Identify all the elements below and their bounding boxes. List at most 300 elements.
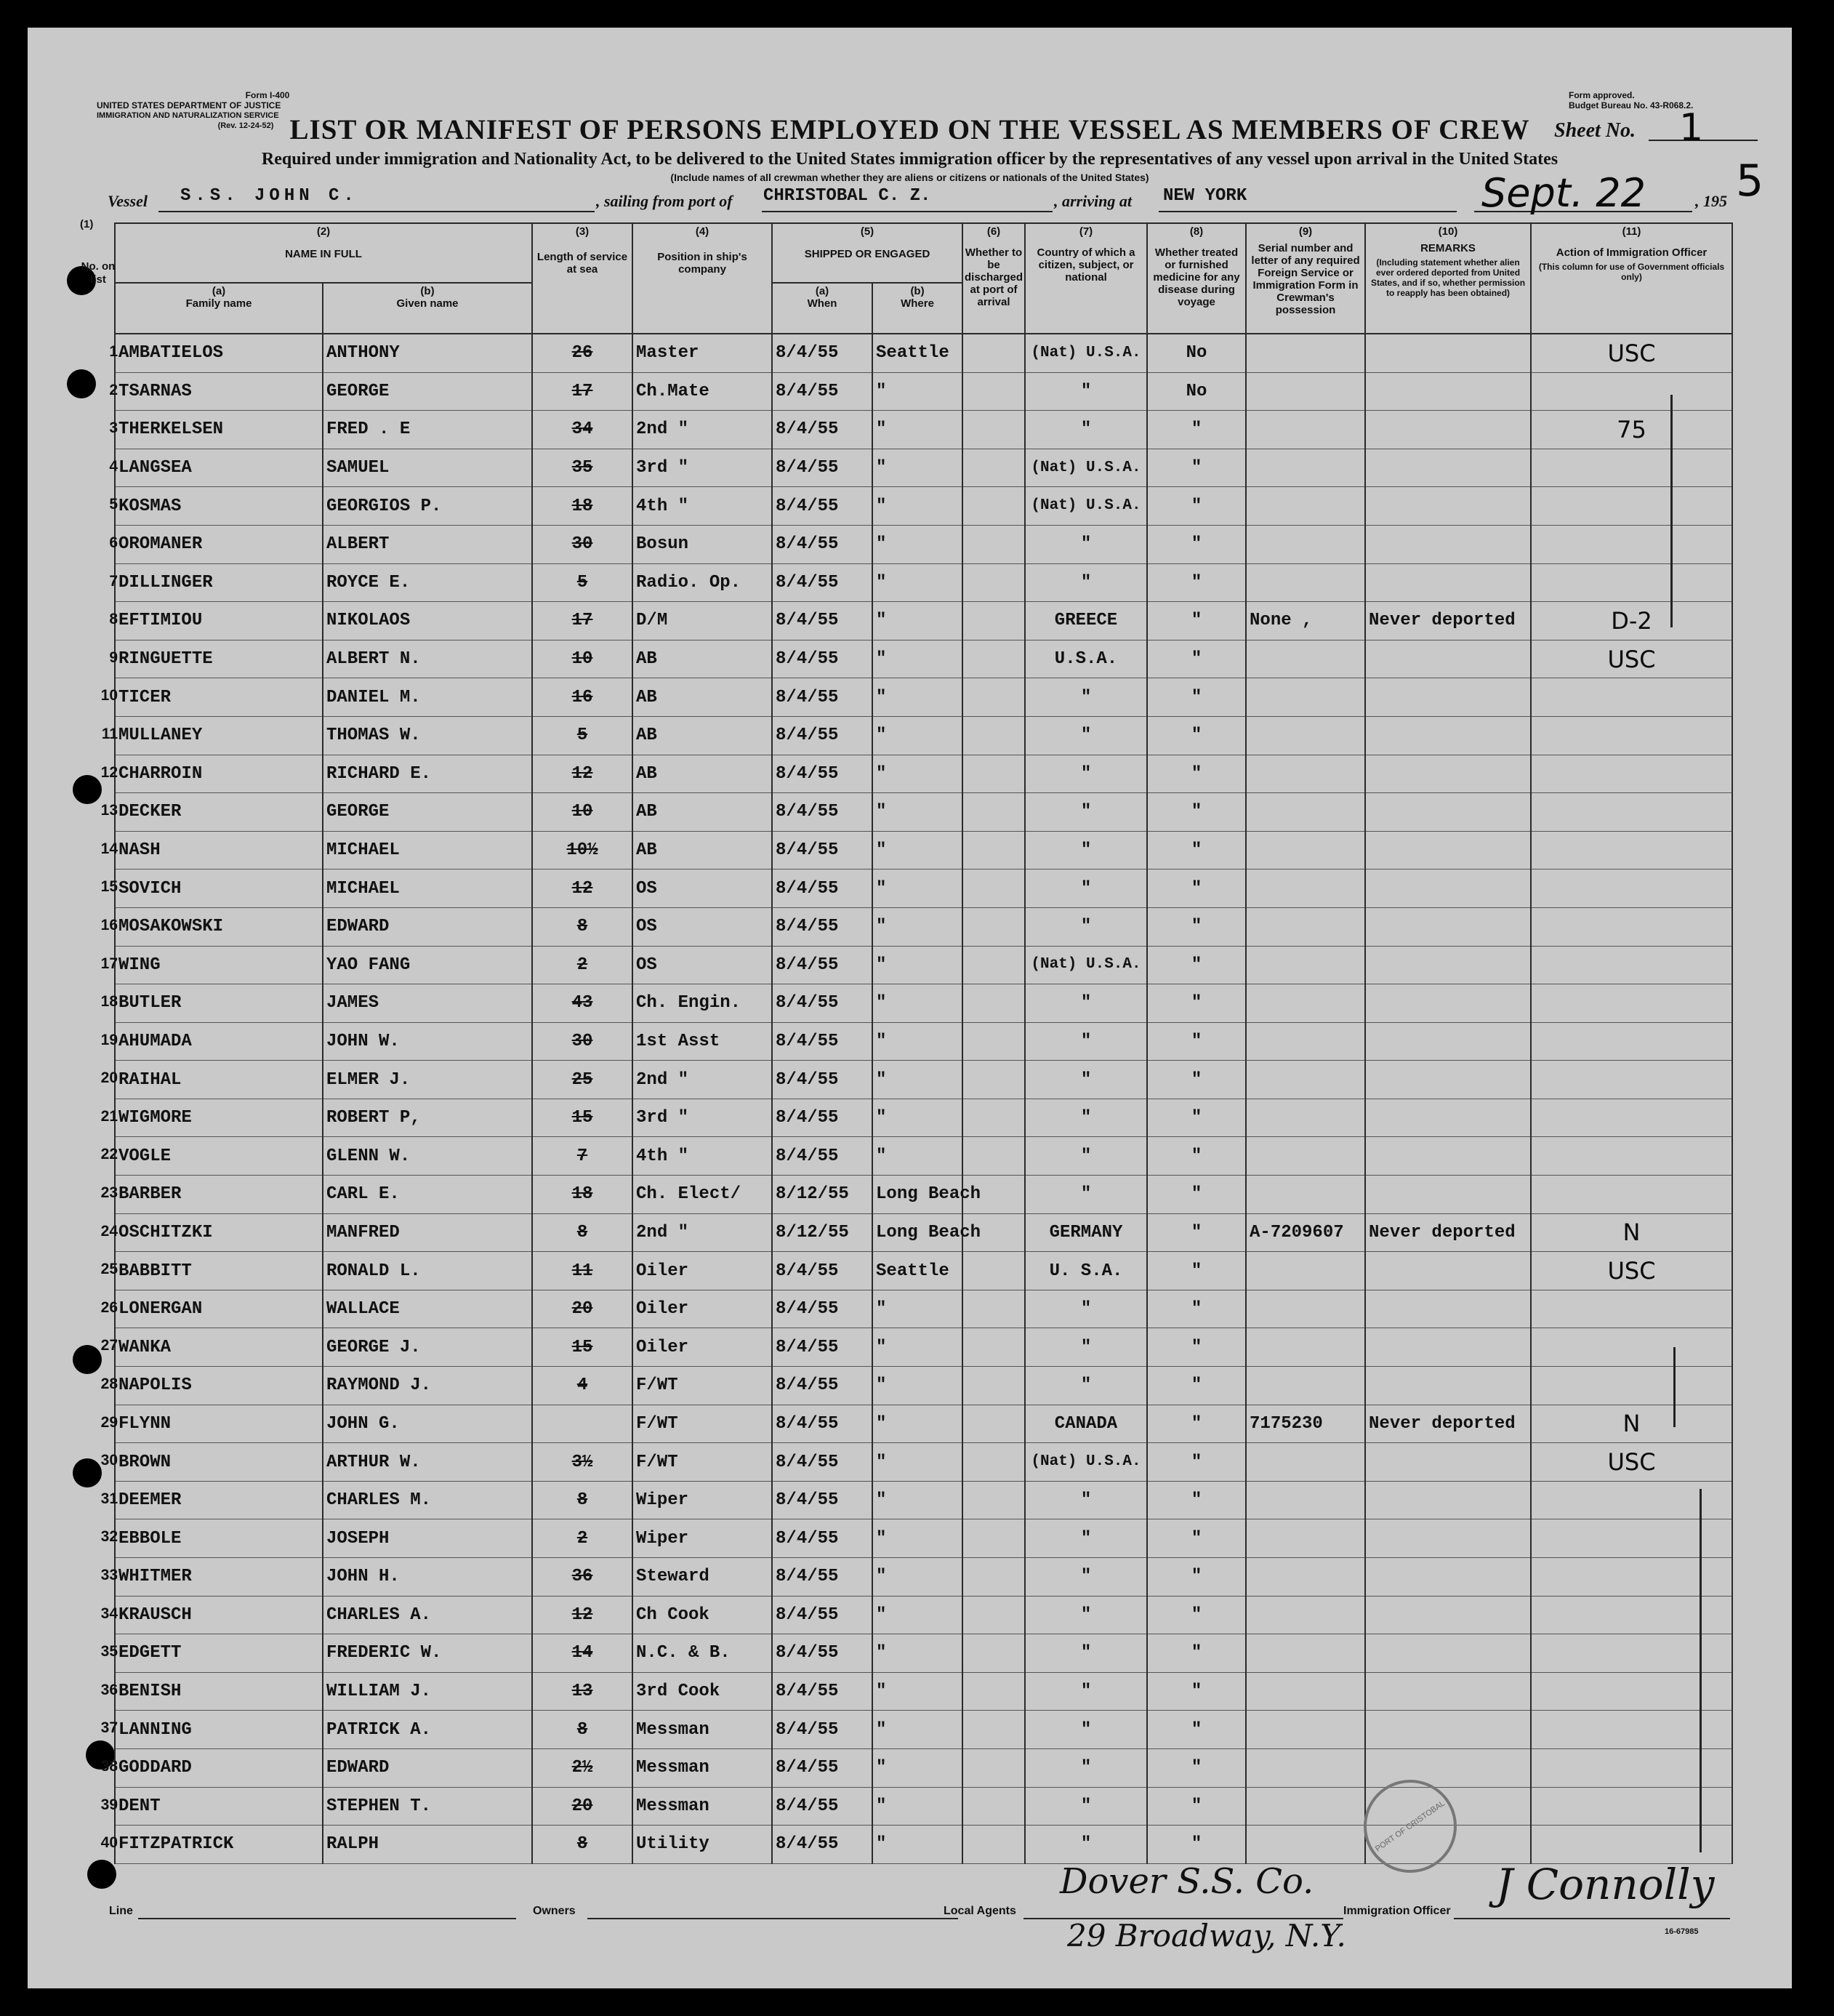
crew-medicine: "	[1147, 1711, 1246, 1749]
crew-row	[115, 334, 1732, 372]
crew-engaged-place: "	[872, 793, 962, 832]
crew-engaged-date: 8/4/55	[772, 1290, 872, 1328]
col-number-2b: (b)	[420, 285, 435, 297]
col-medicine-header	[1147, 223, 1246, 334]
crew-row	[115, 372, 1732, 411]
crew-given-name: RICHARD E.	[323, 755, 532, 793]
col-number-5b: (b)	[910, 285, 925, 297]
row-number: 18	[100, 993, 118, 1011]
row-number: 28	[100, 1376, 118, 1393]
row-number: 27	[100, 1337, 118, 1354]
crew-table	[115, 222, 1733, 1864]
col-number-4: (4)	[695, 225, 709, 238]
crew-position: Messman	[632, 1748, 772, 1787]
crew-serial-number	[1246, 1634, 1365, 1673]
crew-remarks	[1365, 640, 1531, 678]
crew-discharged	[962, 984, 1025, 1023]
crew-engaged-date: 8/4/55	[772, 1558, 872, 1597]
crew-serial-number	[1246, 487, 1365, 526]
crew-service-years: 20	[532, 1290, 632, 1328]
crew-position: Ch Cook	[632, 1596, 772, 1634]
crew-given-name: ELMER J.	[323, 1061, 532, 1099]
row-number: 22	[100, 1146, 118, 1163]
col-action-label: Action of Immigration Officer	[1556, 246, 1708, 259]
crew-position: Ch. Elect/	[632, 1176, 772, 1214]
crew-family-name: EDGETT	[115, 1634, 323, 1673]
crew-row	[115, 1558, 1732, 1597]
crew-family-name: LANNING	[115, 1711, 323, 1749]
crew-row	[115, 1634, 1732, 1673]
col-when-label: When	[807, 297, 837, 310]
row-number: 6	[109, 534, 118, 551]
col-no-label: No. on list	[81, 260, 116, 286]
crew-engaged-place: "	[872, 1443, 962, 1482]
crew-position: Wiper	[632, 1481, 772, 1519]
row-number: 8	[109, 611, 118, 628]
crew-discharged	[962, 1367, 1025, 1405]
crew-remarks	[1365, 1519, 1531, 1558]
crew-position: 3rd "	[632, 1099, 772, 1137]
crew-row	[115, 563, 1732, 602]
crew-row	[115, 411, 1732, 449]
crew-medicine: "	[1147, 1443, 1246, 1482]
crew-service-years: 2	[532, 1519, 632, 1558]
crew-discharged	[962, 946, 1025, 984]
action-bracket-line	[1700, 1489, 1702, 1852]
crew-position: F/WT	[632, 1405, 772, 1443]
crew-engaged-date: 8/4/55	[772, 334, 872, 372]
crew-officer-action	[1531, 1328, 1732, 1367]
crew-serial-number	[1246, 870, 1365, 908]
crew-family-name: OSCHITZKI	[115, 1213, 323, 1252]
row-number: 32	[100, 1528, 118, 1546]
department-name: UNITED STATES DEPARTMENT OF JUSTICE	[97, 100, 281, 111]
crew-service-years: 12	[532, 870, 632, 908]
crew-engaged-place: "	[872, 1711, 962, 1749]
crew-engaged-place: "	[872, 449, 962, 487]
crew-family-name: SOVICH	[115, 870, 323, 908]
crew-engaged-date: 8/4/55	[772, 678, 872, 717]
crew-medicine: "	[1147, 1519, 1246, 1558]
crew-officer-action	[1531, 1290, 1732, 1328]
crew-family-name: DILLINGER	[115, 563, 323, 602]
crew-engaged-date: 8/4/55	[772, 1367, 872, 1405]
row-number: 2	[109, 381, 118, 398]
crew-discharged	[962, 678, 1025, 717]
crew-citizenship: (Nat) U.S.A.	[1025, 487, 1147, 526]
row-number: 39	[100, 1796, 118, 1813]
crew-family-name: EBBOLE	[115, 1519, 323, 1558]
crew-engaged-place: "	[872, 487, 962, 526]
crew-engaged-place: "	[872, 1558, 962, 1597]
crew-remarks	[1365, 1672, 1531, 1711]
crew-discharged	[962, 1558, 1025, 1597]
crew-engaged-date: 8/4/55	[772, 716, 872, 755]
crew-family-name: NAPOLIS	[115, 1367, 323, 1405]
crew-family-name: WHITMER	[115, 1558, 323, 1597]
crew-medicine: "	[1147, 1137, 1246, 1176]
crew-given-name: STEPHEN T.	[323, 1787, 532, 1826]
crew-citizenship: "	[1025, 1099, 1147, 1137]
crew-medicine: "	[1147, 1405, 1246, 1443]
crew-engaged-place: "	[872, 678, 962, 717]
crew-remarks	[1365, 487, 1531, 526]
row-number: 4	[109, 457, 118, 475]
crew-position: N.C. & B.	[632, 1634, 772, 1673]
row-number: 10	[100, 687, 118, 704]
crew-given-name: RALPH	[323, 1826, 532, 1864]
crew-position: OS	[632, 907, 772, 946]
crew-serial-number: 7175230	[1246, 1405, 1365, 1443]
crew-engaged-date: 8/12/55	[772, 1176, 872, 1214]
row-number: 38	[100, 1757, 118, 1775]
crew-medicine: "	[1147, 946, 1246, 984]
crew-row	[115, 946, 1732, 984]
crew-remarks	[1365, 1061, 1531, 1099]
col-number-6: (6)	[986, 225, 1001, 238]
col-country-header	[1025, 223, 1147, 334]
crew-serial-number	[1246, 1022, 1365, 1061]
col-service-header	[532, 223, 632, 334]
col-country-label: Country of which a citizen, subject, or national	[1037, 246, 1135, 284]
crew-row	[115, 1443, 1732, 1482]
crew-remarks	[1365, 1137, 1531, 1176]
crew-given-name: YAO FANG	[323, 946, 532, 984]
crew-row	[115, 984, 1732, 1023]
crew-given-name: WALLACE	[323, 1290, 532, 1328]
subtitle: Required under immigration and Nationality Act, to be delivered to the United States immigration officer by the representatives of any vessel upon arrival in the United States	[261, 150, 1559, 169]
crew-serial-number	[1246, 1558, 1365, 1597]
crew-discharged	[962, 716, 1025, 755]
crew-officer-action: USC	[1531, 640, 1732, 678]
col-family-label: Family name	[185, 297, 252, 310]
vessel-name: S.S. JOHN C.	[180, 186, 358, 206]
col-name-label: NAME IN FULL	[285, 248, 362, 260]
crew-medicine: "	[1147, 793, 1246, 832]
crew-officer-action: D-2	[1531, 602, 1732, 640]
action-bracket-line	[1670, 395, 1673, 627]
crew-service-years: 11	[532, 1252, 632, 1290]
local-agents-signature: Dover S.S. Co.	[1060, 1861, 1314, 1902]
crew-engaged-date: 8/4/55	[772, 1328, 872, 1367]
crew-discharged	[962, 1137, 1025, 1176]
crew-given-name: SAMUEL	[323, 449, 532, 487]
crew-medicine: "	[1147, 1367, 1246, 1405]
crew-engaged-date: 8/4/55	[772, 984, 872, 1023]
arrival-date: Sept. 22	[1481, 170, 1646, 216]
crew-serial-number	[1246, 372, 1365, 411]
crew-citizenship: "	[1025, 716, 1147, 755]
crew-row	[115, 1022, 1732, 1061]
col-service-label: Length of service at sea	[536, 251, 628, 276]
crew-citizenship: "	[1025, 563, 1147, 602]
crew-family-name: MOSAKOWSKI	[115, 907, 323, 946]
crew-family-name: EFTIMIOU	[115, 602, 323, 640]
crew-family-name: BROWN	[115, 1443, 323, 1482]
row-number: 7	[109, 572, 118, 590]
crew-service-years: 43	[532, 984, 632, 1023]
crew-service-years: 5	[532, 563, 632, 602]
crew-position: Master	[632, 334, 772, 372]
crew-engaged-place: "	[872, 372, 962, 411]
crew-family-name: BARBER	[115, 1176, 323, 1214]
crew-given-name: THOMAS W.	[323, 716, 532, 755]
crew-engaged-place: "	[872, 907, 962, 946]
crew-discharged	[962, 1328, 1025, 1367]
crew-row	[115, 678, 1732, 717]
crew-officer-action: N	[1531, 1213, 1732, 1252]
crew-position: Messman	[632, 1711, 772, 1749]
crew-citizenship: U. S.A.	[1025, 1252, 1147, 1290]
crew-officer-action	[1531, 1634, 1732, 1673]
row-number: 36	[100, 1681, 118, 1698]
immigration-officer-signature: J Connolly	[1496, 1860, 1715, 1909]
crew-discharged	[962, 563, 1025, 602]
crew-service-years: 13	[532, 1672, 632, 1711]
crew-serial-number	[1246, 334, 1365, 372]
crew-remarks	[1365, 678, 1531, 717]
crew-citizenship: "	[1025, 525, 1147, 563]
crew-remarks	[1365, 1290, 1531, 1328]
crew-given-name: JOSEPH	[323, 1519, 532, 1558]
crew-engaged-place: "	[872, 1061, 962, 1099]
sheet-label: Sheet No.	[1554, 119, 1636, 142]
crew-given-name: ANTHONY	[323, 334, 532, 372]
crew-serial-number	[1246, 640, 1365, 678]
row-number: 34	[100, 1605, 118, 1622]
crew-service-years: 8	[532, 1711, 632, 1749]
crew-discharged	[962, 1405, 1025, 1443]
crew-officer-action	[1531, 793, 1732, 832]
crew-officer-action	[1531, 1519, 1732, 1558]
crew-engaged-date: 8/4/55	[772, 870, 872, 908]
crew-service-years: 5	[532, 716, 632, 755]
crew-given-name: ALBERT N.	[323, 640, 532, 678]
crew-citizenship: "	[1025, 1672, 1147, 1711]
crew-discharged	[962, 870, 1025, 908]
col-given-header	[323, 283, 532, 334]
crew-medicine: "	[1147, 831, 1246, 870]
crew-serial-number	[1246, 1328, 1365, 1367]
row-number: 24	[100, 1222, 118, 1240]
col-remarks-note: (Including statement whether alien ever ordered deported from United States, and if so, whether permission to reapply has been obtained)	[1370, 257, 1526, 298]
crew-given-name: WILLIAM J.	[323, 1672, 532, 1711]
crew-given-name: NIKOLAOS	[323, 602, 532, 640]
crew-engaged-place: "	[872, 831, 962, 870]
crew-engaged-date: 8/4/55	[772, 640, 872, 678]
crew-serial-number	[1246, 1367, 1365, 1405]
crew-family-name: RAIHAL	[115, 1061, 323, 1099]
row-number: 35	[100, 1643, 118, 1660]
crew-serial-number	[1246, 1787, 1365, 1826]
crew-position: 4th "	[632, 487, 772, 526]
crew-discharged	[962, 1787, 1025, 1826]
crew-engaged-place: "	[872, 1328, 962, 1367]
crew-serial-number: A-7209607	[1246, 1213, 1365, 1252]
crew-position: 2nd "	[632, 1213, 772, 1252]
row-number: 29	[100, 1413, 118, 1431]
form-approved: Form approved.	[1569, 90, 1635, 100]
crew-serial-number	[1246, 1672, 1365, 1711]
crew-service-years: 15	[532, 1328, 632, 1367]
crew-remarks	[1365, 1022, 1531, 1061]
crew-medicine: "	[1147, 1099, 1246, 1137]
service-name: IMMIGRATION AND NATURALIZATION SERVICE	[97, 111, 279, 120]
crew-officer-action	[1531, 1061, 1732, 1099]
crew-family-name: NASH	[115, 831, 323, 870]
crew-given-name: MANFRED	[323, 1213, 532, 1252]
crew-row	[115, 525, 1732, 563]
crew-engaged-date: 8/4/55	[772, 793, 872, 832]
row-number-column	[77, 333, 118, 1863]
crew-remarks	[1365, 563, 1531, 602]
crew-engaged-place: "	[872, 563, 962, 602]
crew-position: 1st Asst	[632, 1022, 772, 1061]
crew-service-years: 35	[532, 449, 632, 487]
crew-engaged-place: "	[872, 525, 962, 563]
crew-medicine: "	[1147, 1213, 1246, 1252]
crew-row	[115, 1213, 1732, 1252]
crew-discharged	[962, 1634, 1025, 1673]
crew-serial-number	[1246, 1252, 1365, 1290]
row-number: 5	[109, 496, 118, 513]
row-number: 12	[100, 763, 118, 781]
col-number-2a: (a)	[212, 285, 226, 297]
row-number: 21	[100, 1107, 118, 1125]
crew-row	[115, 831, 1732, 870]
crew-position: D/M	[632, 602, 772, 640]
crew-discharged	[962, 640, 1025, 678]
col-number-5: (5)	[860, 225, 874, 238]
port-from: CHRISTOBAL C. Z.	[763, 186, 931, 206]
crew-row	[115, 907, 1732, 946]
crew-service-years: 30	[532, 525, 632, 563]
crew-officer-action	[1531, 372, 1732, 411]
budget-bureau-no: Budget Bureau No. 43-R068.2.	[1569, 100, 1694, 111]
crew-medicine: "	[1147, 1061, 1246, 1099]
crew-remarks: Never deported	[1365, 1405, 1531, 1443]
crew-service-years: 25	[532, 1061, 632, 1099]
crew-medicine: "	[1147, 1252, 1246, 1290]
crew-officer-action	[1531, 1787, 1732, 1826]
port-stamp: PORT OF CRISTOBAL	[1346, 1762, 1475, 1891]
crew-family-name: DEEMER	[115, 1481, 323, 1519]
crew-officer-action	[1531, 1711, 1732, 1749]
crew-medicine: "	[1147, 563, 1246, 602]
crew-family-name: KRAUSCH	[115, 1596, 323, 1634]
crew-family-name: LANGSEA	[115, 449, 323, 487]
crew-officer-action	[1531, 1596, 1732, 1634]
crew-family-name: TSARNAS	[115, 372, 323, 411]
crew-row	[115, 1748, 1732, 1787]
crew-given-name: PATRICK A.	[323, 1711, 532, 1749]
crew-service-years: 3½	[532, 1443, 632, 1482]
row-number: 1	[109, 343, 118, 360]
crew-family-name: FLYNN	[115, 1405, 323, 1443]
crew-row	[115, 1290, 1732, 1328]
line-field	[138, 1897, 516, 1919]
crew-citizenship: "	[1025, 1519, 1147, 1558]
crew-medicine: No	[1147, 334, 1246, 372]
crew-officer-action	[1531, 1176, 1732, 1214]
crew-medicine: "	[1147, 449, 1246, 487]
crew-service-years: 8	[532, 907, 632, 946]
row-number: 3	[109, 419, 118, 437]
crew-officer-action	[1531, 1826, 1732, 1864]
crew-citizenship: "	[1025, 831, 1147, 870]
crew-serial-number	[1246, 946, 1365, 984]
crew-citizenship: "	[1025, 678, 1147, 717]
crew-medicine: "	[1147, 1634, 1246, 1673]
row-number: 17	[100, 955, 118, 972]
crew-service-years: 7	[532, 1137, 632, 1176]
crew-engaged-place: "	[872, 1022, 962, 1061]
crew-engaged-date: 8/4/55	[772, 1252, 872, 1290]
crew-citizenship: GERMANY	[1025, 1213, 1147, 1252]
crew-given-name: ALBERT	[323, 525, 532, 563]
crew-given-name: GEORGIOS P.	[323, 487, 532, 526]
crew-engaged-date: 8/4/55	[772, 755, 872, 793]
crew-medicine: "	[1147, 1558, 1246, 1597]
crew-remarks	[1365, 1481, 1531, 1519]
crew-discharged	[962, 907, 1025, 946]
row-number: 20	[100, 1069, 118, 1087]
crew-serial-number	[1246, 831, 1365, 870]
subtitle-note: (Include names of all crewman whether they are aliens or citizens or nationals of the United States)	[670, 172, 1149, 183]
crew-officer-action	[1531, 1672, 1732, 1711]
crew-engaged-place: "	[872, 1290, 962, 1328]
crew-remarks	[1365, 1328, 1531, 1367]
vessel-label: Vessel	[108, 192, 148, 210]
crew-medicine: "	[1147, 1596, 1246, 1634]
crew-row	[115, 755, 1732, 793]
crew-position: Ch. Engin.	[632, 984, 772, 1023]
crew-service-years: 14	[532, 1634, 632, 1673]
crew-given-name: ROYCE E.	[323, 563, 532, 602]
crew-remarks	[1365, 1748, 1531, 1787]
crew-officer-action	[1531, 449, 1732, 487]
crew-row	[115, 1061, 1732, 1099]
crew-family-name: WIGMORE	[115, 1099, 323, 1137]
row-number: 26	[100, 1298, 118, 1316]
crew-officer-action	[1531, 1099, 1732, 1137]
crew-family-name: WANKA	[115, 1328, 323, 1367]
col-discharged-label: Whether to be discharged at port of arrival	[965, 246, 1023, 308]
crew-service-years: 20	[532, 1787, 632, 1826]
crew-given-name: EDWARD	[323, 1748, 532, 1787]
year-suffix: 5	[1736, 156, 1764, 206]
col-position-label: Position in ship's company	[657, 251, 747, 276]
crew-given-name: JAMES	[323, 984, 532, 1023]
crew-given-name: GEORGE	[323, 372, 532, 411]
crew-medicine: "	[1147, 984, 1246, 1023]
crew-citizenship: "	[1025, 1596, 1147, 1634]
crew-engaged-place: Long Beach	[872, 1213, 962, 1252]
crew-discharged	[962, 1443, 1025, 1482]
crew-officer-action	[1531, 1137, 1732, 1176]
crew-officer-action: USC	[1531, 1443, 1732, 1482]
col-family-header	[115, 283, 323, 334]
crew-service-years: 8	[532, 1481, 632, 1519]
crew-service-years: 10½	[532, 831, 632, 870]
crew-given-name: GLENN W.	[323, 1137, 532, 1176]
col-remarks-label: REMARKS	[1420, 242, 1476, 254]
crew-engaged-date: 8/4/55	[772, 907, 872, 946]
crew-medicine: "	[1147, 602, 1246, 640]
crew-given-name: JOHN G.	[323, 1405, 532, 1443]
crew-rows	[115, 334, 1732, 1863]
crew-position: F/WT	[632, 1443, 772, 1482]
